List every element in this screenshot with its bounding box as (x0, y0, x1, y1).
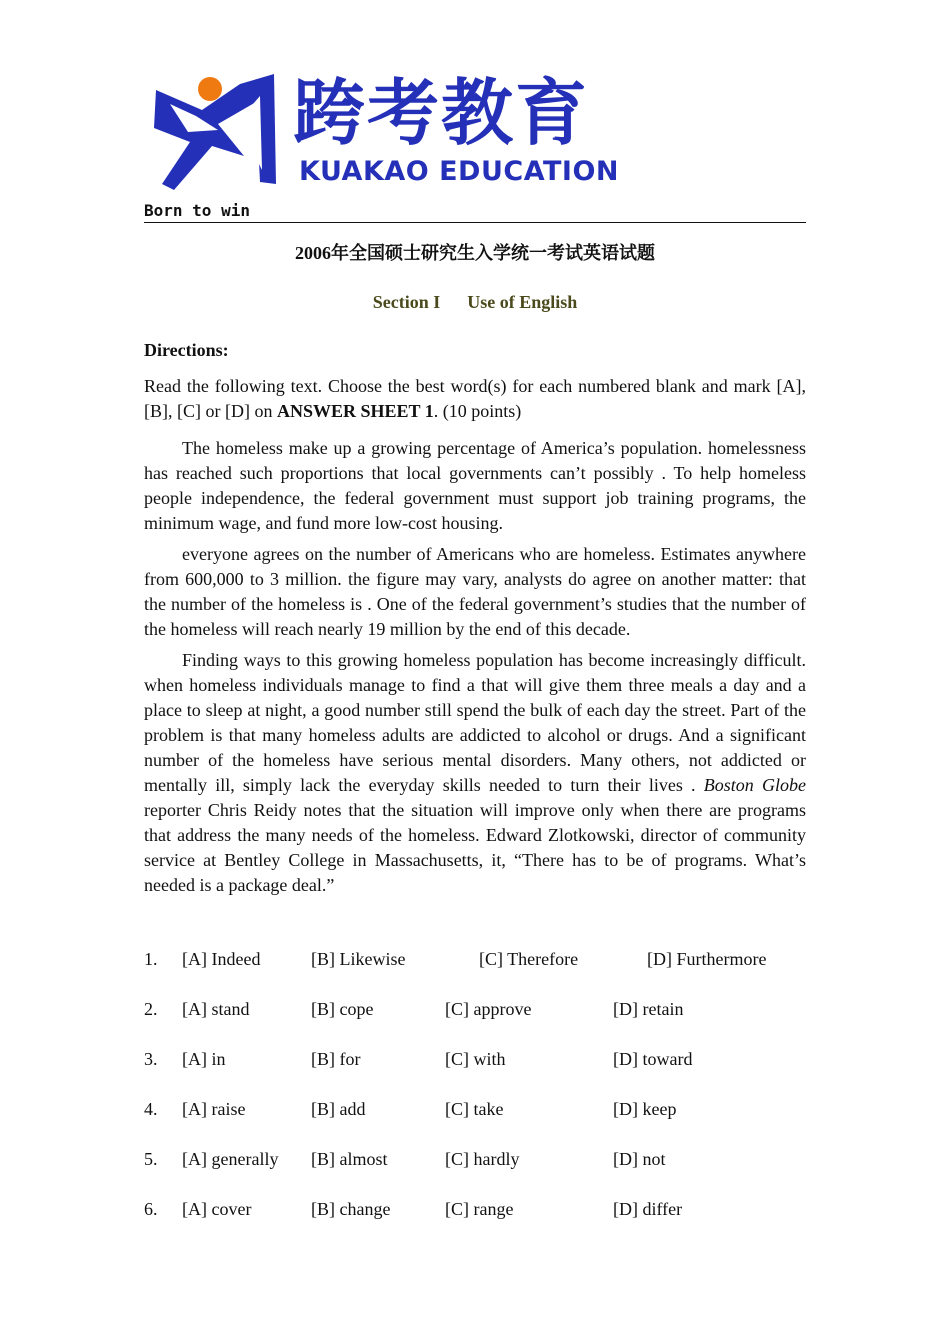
option-d: [D] toward (613, 1049, 693, 1069)
directions-text-end: . (10 points) (433, 401, 522, 421)
question-number: 4. (144, 1099, 158, 1119)
option-a: [A] cover (182, 1199, 252, 1219)
option-d: [D] Furthermore (647, 949, 767, 969)
option-a: [A] raise (182, 1099, 246, 1119)
option-a: [A] stand (182, 999, 250, 1019)
question-number: 6. (144, 1199, 158, 1219)
option-a: [A] generally (182, 1149, 279, 1169)
option-c: [C] approve (445, 999, 532, 1019)
directions-heading: Directions: (144, 340, 229, 360)
passage-paragraph-1: The homeless make up a growing percentage of America’s population. homelessness has reached such proportions that local governments can’t possibly . To help homeless people independence, the federal government must support job training programs, the minimum wage, and fund more low-cost housing. (144, 438, 806, 533)
passage-paragraph-3 (144, 648, 806, 898)
option-d: [D] differ (613, 1199, 683, 1219)
option-c: [C] take (445, 1099, 504, 1119)
option-b: [B] change (311, 1199, 391, 1219)
brand-logo (148, 71, 620, 194)
document-page (144, 0, 806, 1344)
option-c: [C] with (445, 1049, 506, 1069)
section-name: Use of English (467, 292, 578, 312)
paragraph-3-text-end: reporter Chris Reidy notes that the situation will improve only when there are programs that address the many needs of the homeless. Edward Zlotkowski, director of community service at Bentley College in Massachusetts, it, “There has to be of programs. What’s needed is a package deal.” (144, 800, 806, 895)
paragraph-3-text-start: Finding ways to this growing homeless population has become increasingly difficult. when homeless individuals manage to find a that will give them three meals a day and a place to sleep at night, a good number still spend the bulk of each day the street. Part of the problem is that many homeless adults are addicted to alcohol or drugs. And a significant number of the homeless have serious mental disorders. Many others, not addicted or mentally ill, simply lack the everyday skills needed to turn their lives . (144, 650, 806, 795)
slogan: Born to win (144, 201, 250, 220)
question-options (144, 946, 806, 1246)
newspaper-name: Boston Globe (703, 775, 806, 795)
option-b: [B] almost (311, 1149, 388, 1169)
section-heading (144, 290, 806, 314)
question-number: 2. (144, 999, 158, 1019)
question-number: 1. (144, 949, 158, 969)
question-row (144, 1146, 806, 1196)
directions-text-start: Read the following text. Choose the best word(s) for each numbered blank and mark [A], [B], [C] or [D] on (144, 376, 806, 421)
question-row (144, 1096, 806, 1146)
question-number: 3. (144, 1049, 158, 1069)
option-d: [D] not (613, 1149, 666, 1169)
answer-sheet-label: ANSWER SHEET 1 (276, 401, 434, 421)
option-c: [C] hardly (445, 1149, 520, 1169)
brand-name-en: KUAKAO EDUCATION (299, 156, 620, 187)
question-row (144, 1046, 806, 1096)
question-row (144, 996, 806, 1046)
option-d: [D] keep (613, 1099, 677, 1119)
brand-name-cn: 跨考教育 (293, 71, 590, 155)
option-b: [B] add (311, 1099, 366, 1119)
option-b: [B] Likewise (311, 949, 406, 969)
option-c: [C] range (445, 1199, 514, 1219)
passage-paragraph-2: everyone agrees on the number of Americans who are homeless. Estimates anywhere from 600,000 to 3 million. the figure may vary, analysts do agree on another matter: that the number of the homeless is . One of the federal government’s studies that the number of the homeless will reach nearly 19 million by the end of this decade. (144, 544, 806, 639)
option-d: [D] retain (613, 999, 684, 1019)
question-row (144, 946, 806, 996)
header-divider (144, 222, 806, 223)
page-title: 2006年全国硕士研究生入学统一考试英语试题 (295, 243, 655, 263)
question-number: 5. (144, 1149, 158, 1169)
option-a: [A] Indeed (182, 949, 261, 969)
option-c: [C] Therefore (479, 949, 579, 969)
question-row (144, 1196, 806, 1246)
reading-passage (144, 436, 806, 904)
directions-text (144, 374, 806, 424)
option-a: [A] in (182, 1049, 226, 1069)
section-label: Section I (372, 292, 441, 312)
option-b: [B] cope (311, 999, 374, 1019)
kuakao-logo-icon (148, 72, 284, 194)
option-b: [B] for (311, 1049, 361, 1069)
